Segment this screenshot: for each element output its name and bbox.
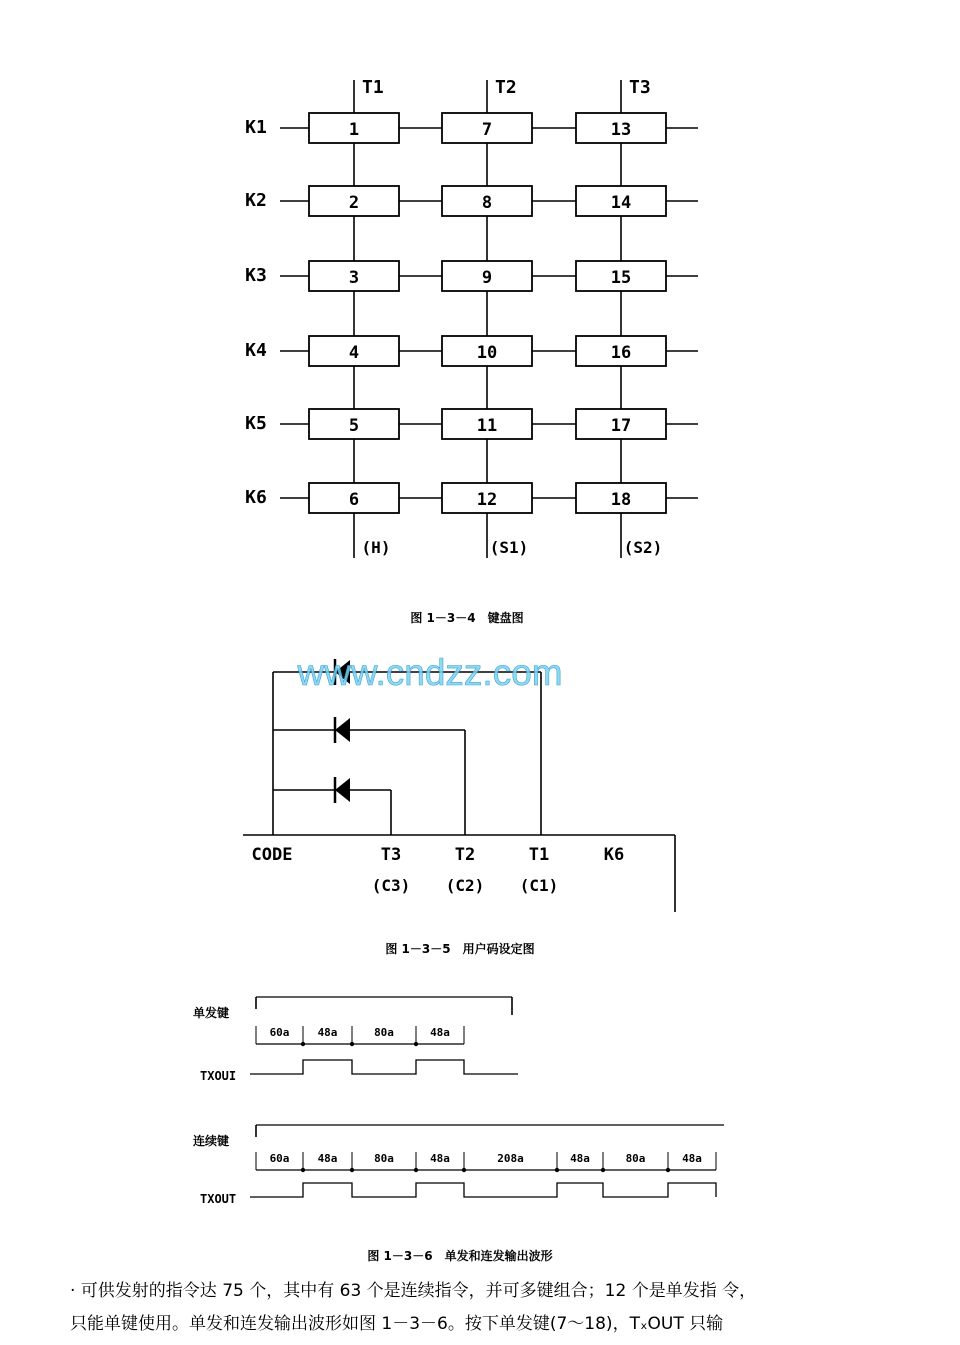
timing-dot — [555, 1168, 559, 1172]
key-label: 9 — [481, 268, 493, 288]
timing-dot — [414, 1042, 418, 1046]
diode-t3-symbol — [335, 778, 350, 802]
key-label: 1 — [348, 120, 360, 140]
interval-label: 60a — [269, 1026, 290, 1039]
txout-label: TXOUI — [200, 1069, 237, 1083]
key-label: 6 — [348, 490, 360, 510]
interval-label: 80a — [374, 1152, 394, 1165]
txout-waveform — [250, 1060, 518, 1074]
interval-label: 80a — [625, 1152, 646, 1165]
timing-dot — [414, 1168, 418, 1172]
keyboard-caption: 图 1－3－4 键盘图 — [410, 611, 524, 625]
interval-label: 48a — [317, 1152, 338, 1165]
column-label: T2 — [495, 77, 517, 98]
interval-label: 208a — [497, 1152, 524, 1165]
key-label: 14 — [610, 193, 632, 213]
key-label: 5 — [348, 416, 360, 436]
row-label: K3 — [245, 265, 267, 286]
terminal-label: CODE — [251, 845, 293, 865]
user-code-caption: 图 1－3－5 用户码设定图 — [385, 942, 535, 956]
key-label: 18 — [610, 490, 632, 510]
timing-dot — [301, 1168, 305, 1172]
terminal-label: T1 — [528, 845, 550, 865]
bottom-label: (S1) — [489, 538, 529, 557]
txout-label: TXOUT — [200, 1192, 237, 1206]
interval-label: 60a — [269, 1152, 290, 1165]
row-label: K1 — [245, 117, 267, 138]
timing-dot — [350, 1168, 354, 1172]
terminal-sub-label: (C2) — [445, 876, 485, 895]
interval-label: 48a — [317, 1026, 338, 1039]
user-code-diagram — [243, 652, 675, 912]
key-label: 15 — [610, 268, 632, 288]
terminal-label: T3 — [380, 845, 402, 865]
key-label: 17 — [610, 416, 632, 436]
interval-label: 48a — [430, 1152, 450, 1165]
timing-dot — [462, 1168, 466, 1172]
key-label: 8 — [481, 193, 493, 213]
keyboard-diagram — [245, 77, 698, 558]
body-paragraph-line-2: 只能单键使用。单发和连发输出波形如图 1－3－6。按下单发键(7～18)，TₓOUT 只输 — [70, 1314, 724, 1334]
column-label: T3 — [629, 77, 651, 98]
row-label: K5 — [245, 413, 267, 434]
interval-label: 80a — [374, 1026, 394, 1039]
key-label: 连续键 — [193, 1134, 230, 1148]
body-paragraph-line-1: · 可供发射的指令达 75 个，其中有 63 个是连续指令，并可多键组合；12 个是单发指 令， — [70, 1281, 757, 1301]
bottom-label: (H) — [361, 538, 391, 557]
terminal-label: T2 — [454, 845, 476, 865]
key-label: 12 — [476, 490, 498, 510]
terminal-label: K6 — [603, 845, 625, 865]
interval-label: 48a — [430, 1026, 450, 1039]
waveform-diagram — [193, 997, 724, 1206]
key-label: 7 — [481, 120, 493, 140]
key-label: 3 — [348, 268, 360, 288]
terminal-sub-label: (C1) — [519, 876, 559, 895]
timing-dot — [350, 1042, 354, 1046]
key-label: 13 — [610, 120, 632, 140]
key-label: 4 — [348, 343, 360, 363]
key-label: 11 — [476, 416, 498, 436]
timing-dot — [601, 1168, 605, 1172]
key-label: 单发键 — [193, 1006, 230, 1020]
interval-label: 48a — [570, 1152, 590, 1165]
row-label: K4 — [245, 340, 267, 361]
waveform-caption: 图 1－3－6 单发和连发输出波形 — [367, 1249, 553, 1263]
txout-waveform — [250, 1183, 716, 1197]
column-label: T1 — [362, 77, 384, 98]
timing-dot — [666, 1168, 670, 1172]
key-label: 2 — [348, 193, 360, 213]
key-label: 16 — [610, 343, 632, 363]
key-label: 10 — [476, 343, 498, 363]
terminal-sub-label: (C3) — [371, 876, 411, 895]
row-label: K2 — [245, 190, 267, 211]
watermark: www.cndzz.com — [297, 652, 563, 693]
bottom-label: (S2) — [623, 538, 663, 557]
diode-t2-symbol — [335, 718, 350, 742]
interval-label: 48a — [682, 1152, 702, 1165]
row-label: K6 — [245, 487, 267, 508]
timing-dot — [301, 1042, 305, 1046]
